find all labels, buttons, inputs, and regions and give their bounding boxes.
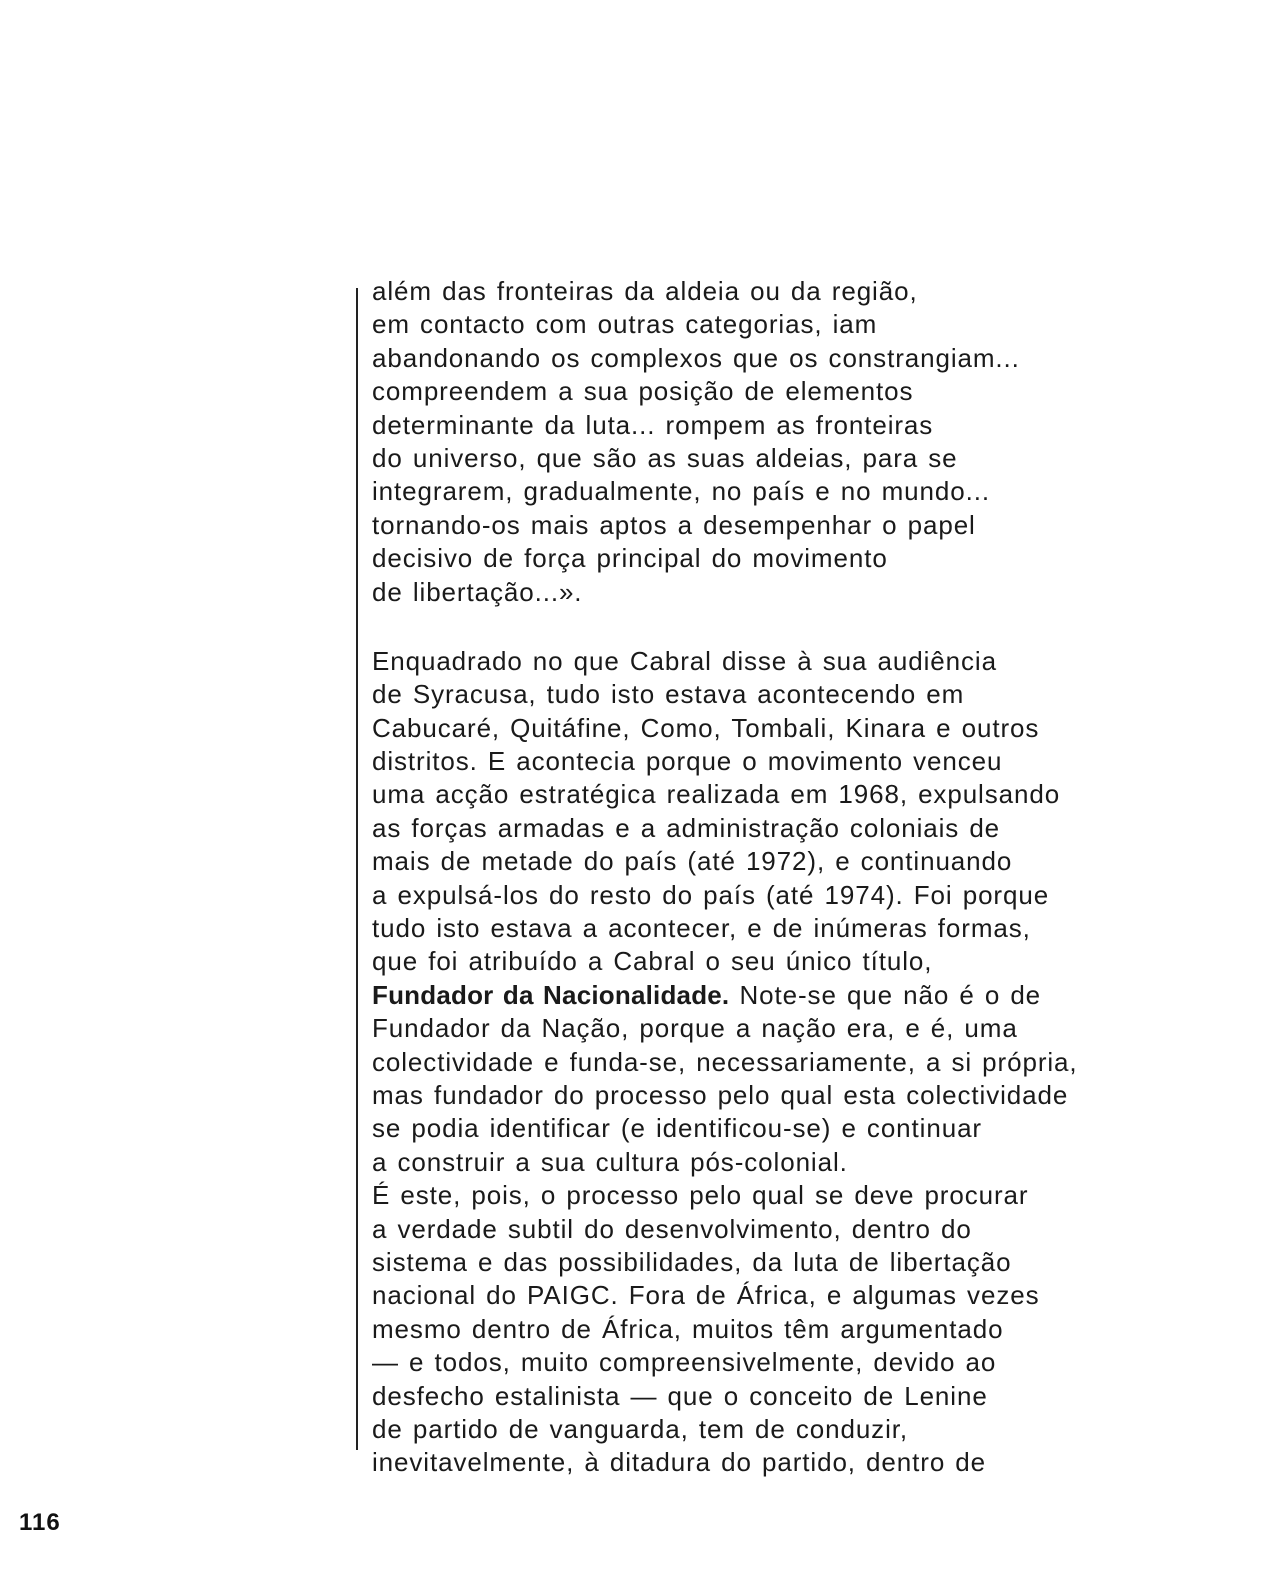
paragraph-gap <box>372 609 1232 645</box>
text-line: colectividade e funda-se, necessariamente, a si própria, <box>372 1046 1078 1077</box>
text-line: Cabucaré, Quitáfine, Como, Tombali, Kinara e outros <box>372 712 1040 743</box>
text-line: desfecho estalinista — que o conceito de Lenine <box>372 1380 988 1411</box>
text-line: Enquadrado no que Cabral disse à sua audiência <box>372 645 997 676</box>
text-line: tudo isto estava a acontecer, e de inúmeras formas, <box>372 913 1031 944</box>
text-line: uma acção estratégica realizada em 1968, expulsando <box>372 779 1061 810</box>
margin-rule <box>356 288 358 1450</box>
text-line: tornando-os mais aptos a desempenhar o papel <box>372 509 976 540</box>
text-line-with-title <box>372 979 1232 1012</box>
text-line: a expulsá-los do resto do país (até 1974). Foi porque <box>372 879 1050 910</box>
text-line: integrarem, gradualmente, no país e no mundo... <box>372 476 990 507</box>
text-line: se podia identificar (e identificou-se) e continuar <box>372 1113 982 1144</box>
text-line: de libertação...». <box>372 576 583 607</box>
title-continuation: Note-se que não é o de <box>729 979 1042 1010</box>
text-line: mais de metade do país (até 1972), e continuando <box>372 846 1013 877</box>
text-line: — e todos, muito compreensivelmente, devido ao <box>372 1347 997 1378</box>
text-line: do universo, que são as suas aldeias, para se <box>372 442 958 473</box>
paragraph-1 <box>372 275 1232 609</box>
bold-title: Fundador da Nacionalidade. <box>372 979 730 1010</box>
text-line: inevitavelmente, à ditadura do partido, dentro de <box>372 1447 987 1478</box>
text-line: mesmo dentro de África, muitos têm argumentado <box>372 1313 1004 1344</box>
page-number: 116 <box>19 1509 61 1536</box>
text-line: as forças armadas e a administração coloniais de <box>372 812 1001 843</box>
text-line: compreendem a sua posição de elementos <box>372 376 914 407</box>
text-line: em contacto com outras categorias, iam <box>372 309 878 340</box>
text-line: mas fundador do processo pelo qual esta colectividade <box>372 1079 1069 1110</box>
text-line: abandonando os complexos que os constrangiam... <box>372 342 1020 373</box>
text-line: Fundador da Nação, porque a nação era, e é, uma <box>372 1013 1018 1044</box>
text-line: determinante da luta... rompem as fronteiras <box>372 409 934 440</box>
text-column <box>372 275 1232 1480</box>
text-line: que foi atribuído a Cabral o seu único título, <box>372 946 933 977</box>
text-line: decisivo de força principal do movimento <box>372 543 888 574</box>
text-line: a construir a sua cultura pós-colonial. <box>372 1146 848 1177</box>
text-line: de Syracusa, tudo isto estava acontecendo em <box>372 679 965 710</box>
text-line: de partido de vanguarda, tem de conduzir, <box>372 1413 909 1444</box>
paragraph-3 <box>372 1179 1232 1480</box>
text-line: além das fronteiras da aldeia ou da região, <box>372 276 918 306</box>
text-line: distritos. E acontecia porque o movimento venceu <box>372 746 1003 777</box>
text-line: É este, pois, o processo pelo qual se deve procurar <box>372 1180 1029 1211</box>
text-line: nacional do PAIGC. Fora de África, e algumas vezes <box>372 1280 1040 1311</box>
paragraph-2 <box>372 645 1232 1179</box>
text-line: sistema e das possibilidades, da luta de libertação <box>372 1246 1012 1277</box>
text-line: a verdade subtil do desenvolvimento, dentro do <box>372 1213 972 1244</box>
